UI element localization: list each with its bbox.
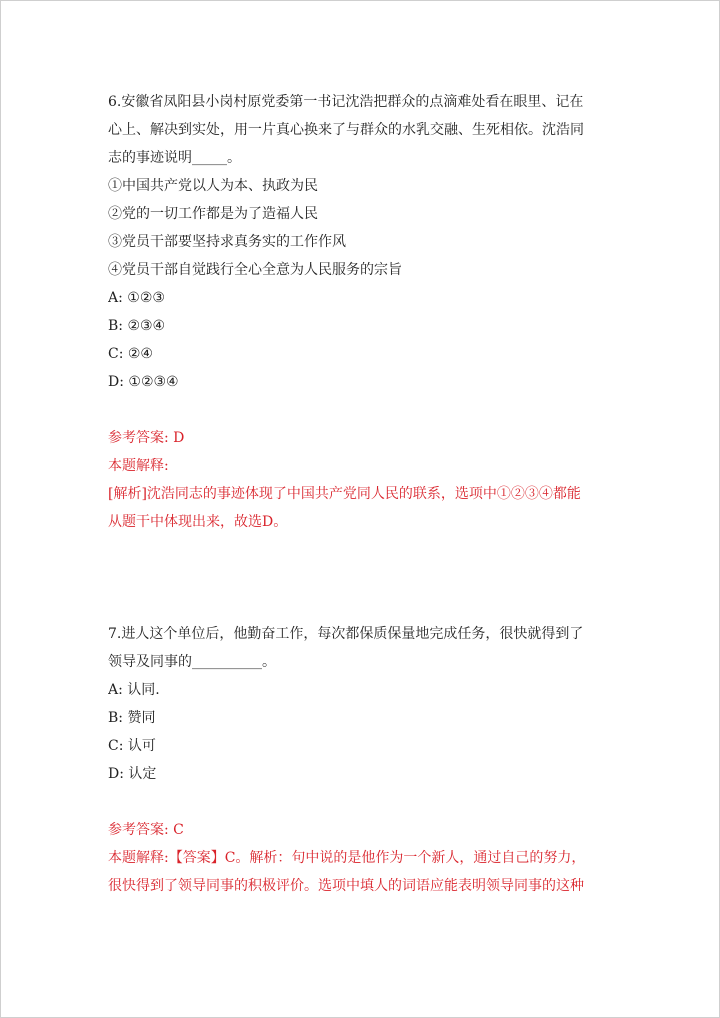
spacer: [108, 536, 618, 620]
question-7: [108, 620, 618, 900]
spacer: [108, 788, 618, 816]
question-7-option-b: B: 赞同: [108, 710, 156, 726]
question-6-explanation-label: 本题解释:: [108, 458, 169, 474]
spacer: [108, 396, 618, 424]
question-6-stem-line: 志的事迹说明_____。: [108, 150, 241, 166]
question-6-explanation-line: [解析]沈浩同志的事迹体现了中国共产党同人民的联系，选项中①②③④都能: [108, 486, 581, 502]
question-7-option-d: D: 认定: [108, 766, 157, 782]
question-6-stem-line: 6.安徽省凤阳县小岗村原党委第一书记沈浩把群众的点滴难处看在眼里、记在: [108, 94, 584, 110]
question-7-explanation-line: 很快得到了领导同事的积极评价。选项中填人的词语应能表明领导同事的这种: [108, 878, 584, 894]
question-6-stem-line: 心上、解决到实处，用一片真心换来了与群众的水乳交融、生死相依。沈浩同: [108, 122, 584, 138]
question-6-statement: ③党员干部要坚持求真务实的工作作风: [108, 234, 346, 250]
question-6-option-b: B: ②③④: [108, 318, 166, 334]
question-6-option-d: D: ①②③④: [108, 374, 179, 390]
question-6-statement: ②党的一切工作都是为了造福人民: [108, 206, 318, 222]
question-7-explanation-line: 本题解释:【答案】C。解析：句中说的是他作为一个新人，通过自己的努力，: [108, 850, 586, 866]
question-7-option-c: C: 认可: [108, 738, 156, 754]
question-6-option-a: A: ①②③: [108, 290, 165, 306]
question-7-option-a: A: 认同.: [108, 682, 160, 698]
question-7-stem-line: 领导及同事的__________。: [108, 654, 276, 670]
question-7-answer: 参考答案: C: [108, 822, 184, 838]
question-6-answer: 参考答案: D: [108, 430, 185, 446]
question-6-statement: ①中国共产党以人为本、执政为民: [108, 178, 318, 194]
question-7-stem-line: 7.进人这个单位后，他勤奋工作，每次都保质保量地完成任务，很快就得到了: [108, 626, 584, 642]
question-6-explanation-line: 从题干中体现出来，故选D。: [108, 514, 288, 530]
question-6-statement: ④党员干部自觉践行全心全意为人民服务的宗旨: [108, 262, 402, 278]
question-6-option-c: C: ②④: [108, 346, 153, 362]
document-body: [108, 88, 618, 900]
question-6: [108, 88, 618, 536]
